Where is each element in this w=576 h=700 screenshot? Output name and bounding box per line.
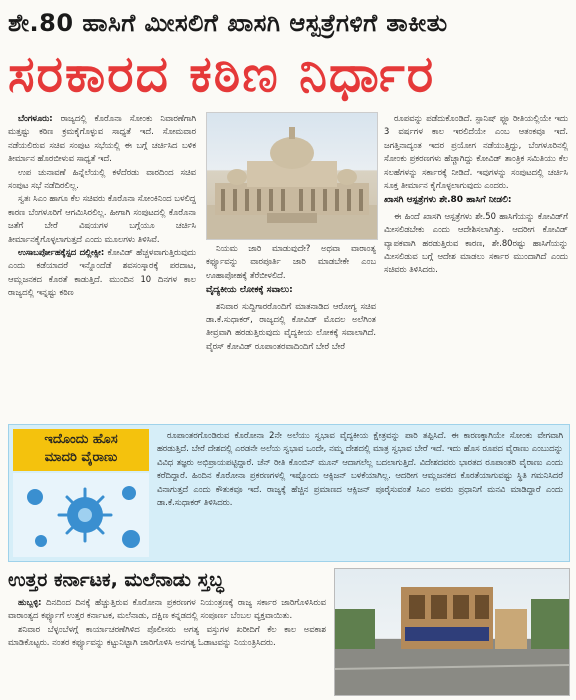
section2-headline: ಉತ್ತರ ಕರ್ನಾಟಕ, ಮಲೆನಾಡು ಸ್ತಬ್ಧ bbox=[8, 569, 224, 591]
paragraph: ಸ್ವತಃ ಸಿಎಂ ಹಾಗೂ ಕೆಲ ಸಚಿವರು ಕೊರೊನಾ ಸೋಂಕಿನಿಂದ ಬಳಲಿದ್ದ ಕಾರಣ ಬೆಂಗಳೂರಿಗೆ ಆಗಮಿಸಿರಲಿಲ್ಲ. ಹೀಗಾಗಿ ಸಂಪುಟದಲ್ಲಿ ಕೊರೊನಾ ಜತೆಗೆ ಬೇರೆ ವಿಷಯಗಳ ಬಗ್ಗೆಯೂ ಚರ್ಚಿಸಿ ತೀರ್ಮಾನಕೈಗೊಳ್ಳಲಾಗುತ್ತದೆ ಎಂದು ಮೂಲಗಳು ತಿಳಿಸಿವೆ. bbox=[8, 193, 196, 244]
paragraph: ನಿಯಮ ಜಾರಿ ಮಾಡುವುದೇ? ಅಥವಾ ವಾರಾಂತ್ಯ ಕರ್ಫ್ಯೂವನ್ನು ವಾರಪೂರ್ತಿ ಜಾರಿ ಮಾಡಬೇಕೇ ಎಂಬ ಊಹಾಪೋಹಕ್ಕೆ ತೆರೆಬೀಳಲಿದೆ. bbox=[206, 243, 376, 280]
paragraph: ಶನಿವಾರ ಬೆಳ್ಳಂಬೆಳಗ್ಗೆ ಕಾರ್ಯಾಚರಣೆಗಿಳಿದ ಪೊಲೀಸರು ಅಗತ್ಯ ವಸ್ತುಗಳ ಖರೀದಿಗೆ ಕೆಲ ಕಾಲ ಅವಕಾಶ ಮಾಡಿಕೊಟ್ಟರು. ನಂತರ ಕರ್ಫ್ಯೂವನ್ನು ಕಟ್ಟುನಿಟ್ಟಾಗಿ ಜಾರಿಗೊಳಿಸಿ ಅನಗತ್ಯ ಓಡಾಟವನ್ನು ನಿಯಂತ್ರಿಸಿದರು. bbox=[8, 623, 326, 648]
new-virus-infobox bbox=[8, 424, 570, 562]
kicker-headline: ಶೇ.80 ಹಾಸಿಗೆ ಮೀಸಲಿಗೆ ಖಾಸಗಿ ಆಸ್ಪತ್ರೆಗಳಿಗೆ ತಾಕೀತು bbox=[8, 9, 448, 37]
virus-illustration bbox=[13, 473, 149, 557]
paragraph: ರೂಪಾಂತರಗೊಂಡಿರುವ ಕೊರೋನಾ 2ನೇ ಅಲೆಯು ಸ್ವಭಾವ ವೈದ್ಯಕೀಯ ಕ್ಷೇತ್ರವನ್ನು ಪಾರಿ ತಪ್ಪಿಸಿದೆ. ಈ ಕಾರಣಕ್ಕಾಗಿಯೇ ಸೋಂಕು ವೇಗವಾಗಿ ಹರಡುತ್ತಿದೆ. ಬೇರೆ ದೇಶದಲ್ಲಿ ಎರಡನೇ ಅಲೆಯ ಸ್ವಭಾವ ಒಂದೇ, ನಮ್ಮ ದೇಶದಲ್ಲಿ ಮಾತ್ರ ಸ್ವಭಾವ ಬೇರೆ ಇದೆ. ಇದು ಹೊಸ ರೂಪದ ವೈರಾಣು ಎಂಬುದನ್ನು ವಿವಿಧ ತಜ್ಞರು ಅಭಿಪ್ರಾಯಪಟ್ಟಿದ್ದಾರೆ. ಚೆನ್ ರೀತಿ ಕೊಂಬಿನ್ ಮೂನ್ ಆದಾಗಲೆಲ್ಲ ಬದಲಾಗುತ್ತಿದೆ. ವಿದೇಶದವರು ಭಾರತದ ರೂಪಾಂತರಿ ವೈರಾಣು ಎಂದು ಕರೆದಿದ್ದಾರೆ. ಹಿಂದಿನ ಕೊರೋನಾ ಪ್ರಕರಣಗಳಲ್ಲಿ ಇಷ್ಟೊಂದು ಆಕ್ಸಿಜನ್ ಬಳಕೆಯಾಗಿಲ್ಲ. ಆದರೀಗ ಆಮ್ಲಜನಕದ ಕೊರತೆಯಾಗುವಷ್ಟು ಸ್ಥಿತಿ ಗಮನಿಸಿದರೆ ವಿನಾಗುತ್ತದೆ ಎಂದು ಕೌತುಕವೂ ಇದೆ. ರಾಜ್ಯಕ್ಕೆ ಹೆಚ್ಚಿನ ಪ್ರಮಾಣದ ಆಕ್ಸಿಜನ್ ಪೂರೈಸುವಂತೆ ಸಿಎಂ ಅವರು ಪ್ರಧಾನಿಗೆ ಮನವಿ ಮಾಡಿದ್ದಾರೆ ಎಂದು ಡಾ.ಕೆ.ಸುಧಾಕರ್ ತಿಳಿಸಿದರು. bbox=[157, 430, 563, 508]
article-column-2 bbox=[206, 242, 376, 418]
street-illustration bbox=[335, 569, 569, 695]
infobox-label: ಇದೊಂದು ಹೊಸ ಮಾದರಿ ವೈರಾಣು bbox=[13, 429, 149, 471]
building-illustration bbox=[207, 113, 377, 239]
virus-icon bbox=[13, 473, 149, 557]
paragraph: ಶನಿವಾರ ಸುದ್ದಿಗಾರರೊಂದಿಗೆ ಮಾತನಾಡಿದ ಆರೋಗ್ಯ ಸಚಿವ ಡಾ.ಕೆ.ಸುಧಾಕರ್, ರಾಜ್ಯದಲ್ಲಿ ಕೋವಿಡ್ ಮೊದಲ ಅಲೆಗಿಂತ ತೀವ್ರವಾಗಿ ಹರಡುತ್ತಿರುವುದು ವೈದ್ಯಕೀಯ ಲೋಕಕ್ಕೆ ಸವಾಲಾಗಿದೆ. ವೈರಸ್ ಕೋವಿಡ್ ರೂಪಾಂತರವಾದಿಂದಿಗೆ ಬೇರೆ ಬೇರೆ bbox=[206, 300, 376, 351]
paragraph: ಉಸಾಬರ್ಪೋಹಕ್ಕೆಸ್ಪದ ದಲ್ಲೀಕ್ಸೀ: ಕೋವಿಡ್ ಹೆಚ್ಚಳವಾಗುತ್ತಿರುವುದು ಎಂದು ಕಡೆಯಾದರೆ ಇನ್ನೊಂದೆಡೆ ಶವಸಂಸ್ಕಾರಕ್ಕೆ ಪರದಾಟ, ಆಮ್ಲಜನಕದ ಕೊರತೆ ಕಾಡುತ್ತಿದೆ. ಮುಂದಿನ 10 ದಿನಗಳ ಕಾಲ ರಾಜ್ಯದಲ್ಲಿ ಇನ್ನಷ್ಟು ಕಠಿಣ bbox=[8, 247, 196, 298]
paragraph: ಹುಬ್ಬಳ್ಳಿ: ದಿನದಿಂದ ದಿನಕ್ಕೆ ಹೆಚ್ಚುತ್ತಿರುವ ಕೊರೋನಾ ಪ್ರಕರಣಗಳ ನಿಯಂತ್ರಣಕ್ಕೆ ರಾಜ್ಯ ಸರ್ಕಾರ ಜಾರಿಗೊಳಿಸಿರುವ ವಾರಾಂತ್ಯದ ಕರ್ಫ್ಯೂಗೆ ಉತ್ತರ ಕರ್ನಾಟಕ, ಮಲೆನಾಡು, ದಕ್ಷಿಣ ಕನ್ನಡದಲ್ಲಿ ಸಂಪೂರ್ಣ ಬೆಂಬಲ ವ್ಯಕ್ತವಾಯಿತು. bbox=[8, 597, 326, 621]
article-column-3 bbox=[384, 112, 568, 418]
paragraph: ಉಪ ಚುನಾವಣೆ ಹಿನ್ನೆಲೆಯಲ್ಲಿ ಕಳೆದೆರಡು ವಾರದಿಂದ ಸಚಿವ ಸಂಪುಟ ಸಭೆ ನಡೆದಿರಲಿಲ್ಲ. bbox=[8, 166, 196, 191]
article-column-1 bbox=[8, 112, 196, 418]
paragraph: ಬೆಂಗಳೂರು: ರಾಜ್ಯದಲ್ಲಿ ಕೊರೊನಾ ಸೋಂಕು ನಿವಾರಣೆಗಾಗಿ ಮತ್ತಷ್ಟು ಕಠಿಣ ಕ್ರಮಕೈಗೊಳ್ಳುವ ಸಾಧ್ಯತೆ ಇದೆ. ಸೋಮವಾರ ನಡೆಯಲಿರುವ ಸಚಿವ ಸಂಪುಟ ಸಭೆಯಲ್ಲಿ ಈ ಬಗ್ಗೆ ಚರ್ಚಿಸಿದ ಬಳಿಕ ತೀರ್ಮಾನ ಹೊರಬೀಳುವ ಸಾಧ್ಯತೆ ಇದೆ. bbox=[8, 113, 196, 164]
deserted-street-photo bbox=[334, 568, 570, 696]
paragraph: ರೂಪವನ್ನು ಪಡೆದುಕೊಂಡಿದೆ. ಸ್ಪಾನಿಷ್ ಫ್ಲೂ ರೀತಿಯಲ್ಲಿಯೇ ಇದು 3 ವರ್ಷಗಳ ಕಾಲ ಇರಲಿದೆಯೇ ಎಂಬ ಆತಂಕವೂ ಇದೆ. ಜಗತ್ತಿನಾದ್ಯಂತ ಇದರ ಪ್ರಯೋಗ ನಡೆಯುತ್ತಿದ್ದು, ಬೆಂಗಳೂರಿನಲ್ಲಿ ಸೋಂಕು ಪ್ರಕರಣಗಳು ಹೆಚ್ಚಾಗಿದ್ದು ಕೋವಿಡ್ ತಾಂತ್ರಿಕ ಸಮಿತಿಯು ಕೆಲ ಸಲಹೆಗಳನ್ನು ಸರ್ಕಾರಕ್ಕೆ ನೀಡಿದೆ. ಇವುಗಳನ್ನು ಸಂಪುಟದಲ್ಲಿ ಚರ್ಚಿಸಿ ಸೂಕ್ತ ತೀರ್ಮಾನ ಕೈಗೊಳ್ಳಲಾಗುವುದು ಎಂದರು. bbox=[384, 113, 568, 191]
main-headline: ಸರಕಾರದ ಕಠಿಣ ನಿರ್ಧಾರ bbox=[8, 45, 436, 103]
subheading: ಖಾಸಗಿ ಆಸ್ಪತ್ರೆಗಳು ಶೇ.80 ಹಾಸಿಗೆ ನೀಡಲಿ: bbox=[384, 195, 512, 206]
subheading: ವೈದ್ಯಕೀಯ ಲೋಕಕ್ಕೆ ಸವಾಲು: bbox=[206, 285, 293, 296]
vidhana-soudha-photo bbox=[206, 112, 378, 240]
section2-body bbox=[8, 596, 326, 696]
infobox-text bbox=[157, 429, 563, 557]
paragraph: ಈ ಹಿಂದೆ ಖಾಸಗಿ ಆಸ್ಪತ್ರೆಗಳು ಶೇ.50 ಹಾಸಿಗೆಯನ್ನು ಕೋವಿಡ್‌ಗೆ ಮೀಸಲಿಡಬೇಕು ಎಂದು ಆದೇಶಿಸಲಾಗಿತ್ತು. ಆದರೀಗ ಕೋವಿಡ್ ವ್ಯಾಪಕವಾಗಿ ಹರಡುತ್ತಿರುವ ಕಾರಣ, ಶೇ.80ರಷ್ಟು ಹಾಸಿಗೆಯನ್ನು ಮೀಸಲಿಡುವ ಬಗ್ಗೆ ಆದೇಶ ಮಾಡಲು ಸರ್ಕಾರ ಮುಂದಾಗಿದೆ ಎಂದು ಸಚಿವರು ತಿಳಿಸಿದರು. bbox=[384, 210, 568, 275]
